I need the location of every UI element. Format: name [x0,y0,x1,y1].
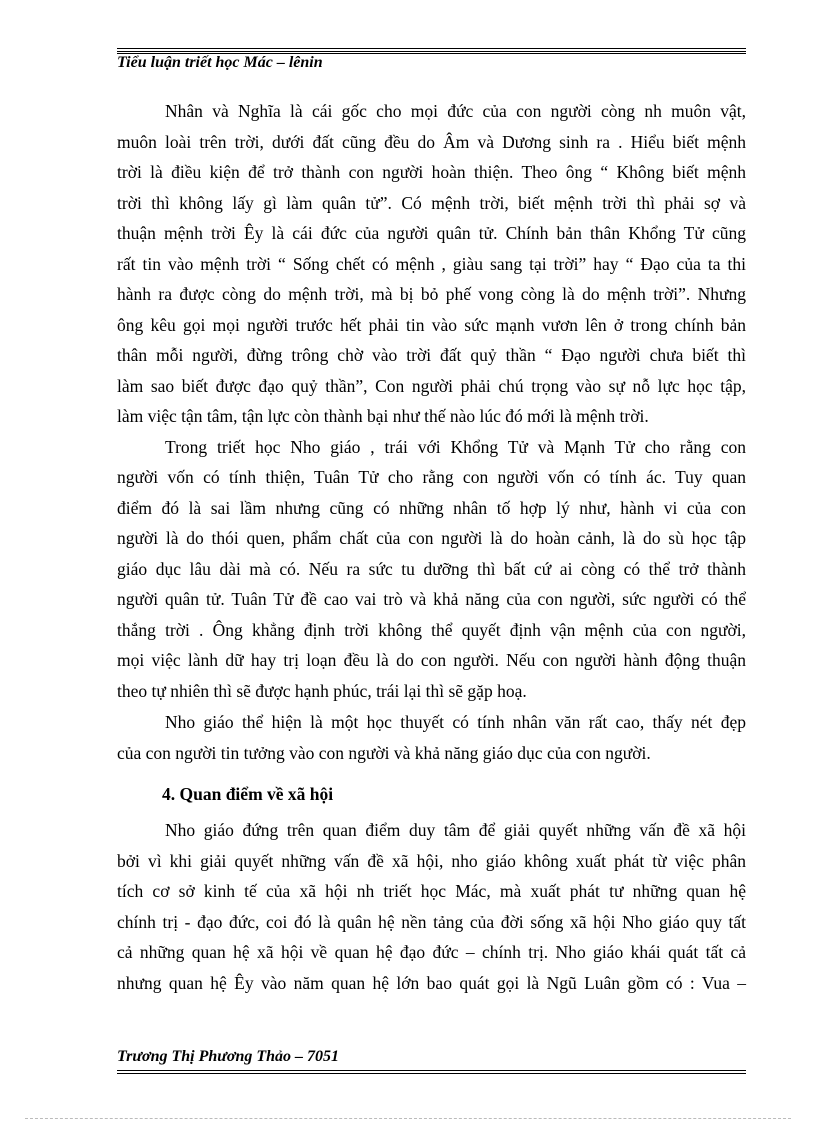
text-line: Nho giáo thể hiện là một học thuyết có tính nhân văn rất cao, thấy nét đẹp [165,712,746,732]
text-line: người vốn có tính thiện, Tuân Tử cho rằng con người vốn có tính ác. Tuy quan [117,467,746,487]
text-line: cả những quan hệ xã hội về quan hệ đạo đức – chính trị. Nho giáo khái quát tất cả [117,942,746,962]
text-line: nhưng quan hệ Êy vào năm quan hệ lớn bao quát gọi là Ngũ Luân gồm có : Vua – [117,973,746,993]
text-line: mọi việc lành dữ hay trị loạn đều là do con người. Nếu con người hành động thuận [117,650,746,670]
text-line: người quân tử. Tuân Tử đề cao vai trò và khả năng của con người, sức người có thể [117,589,746,609]
text-line: thuận mệnh trời Êy là cái đức của người quân tử. Chính bản thân Khổng Tử cũng [117,223,746,243]
text-line: ông kêu gọi mọi người trước hết phải tin vào sức mạnh vươn lên ở trong chính bản [117,315,746,335]
footer-rule-top [117,1070,746,1071]
text-line: trời thì không lấy gì làm quân tử”. Có mệnh trời, biết mệnh trời thì phải sợ và [117,193,746,213]
section-heading: 4. Quan điểm về xã hội [162,784,334,804]
header-rule-middle [117,51,746,52]
text-line-last: của con người tin tưởng vào con người và khả năng giáo dục của con người. [117,743,651,763]
text-line: chính trị - đạo đức, coi đó là quân hệ nền tảng của đời sống xã hội Nho giáo quy tất [117,912,746,932]
text-line: muôn loài trên trời, dưới đất cũng đều do Âm và Dương sinh ra . Hiểu biết mệnh [117,132,746,152]
running-footer: Trương Thị Phương Thảo – 7051 [117,1048,340,1065]
text-line: giáo dục lâu dài mà có. Nếu ra sức tu dưỡng thì bất cứ ai còng có thể trở thành [117,559,746,579]
text-line: người là do thói quen, phẩm chất của con người là do hoàn cảnh, là do sù học tập [117,528,746,548]
text-line-last: làm việc tận tâm, tận lực còn thành bại như thế nào lúc đó mới là mệnh trời. [117,406,649,426]
text-line-last: theo tự nhiên thì sẽ được hạnh phúc, trái lại thì sẽ gặp hoạ. [117,681,527,701]
text-line: hành ra được còng do mệnh trời, mà bị bỏ phế vong còng là do mệnh trời”. Nhưng [117,284,746,304]
text-line: điểm đó là sai lầm nhưng cũng có những nhân tố hợp lý như, hành vi của con [117,498,746,518]
text-line: thân mỗi người, đừng trông chờ vào trời đất quỷ thần “ Đạo người chưa biết thì [117,345,746,365]
text-line: thắng trời . Ông khẳng định trời không thể quyết định vận mệnh của con người, [117,620,746,640]
text-line: trời là điều kiện để trở thành con người hoàn thiện. Theo ông “ Không biết mệnh [117,162,746,182]
header-rule-top [117,48,746,49]
text-line: bởi vì khi giải quyết những vấn đề xã hội, nho giáo không xuất phát từ việc phân [117,851,746,871]
footer-rule-bottom [117,1073,746,1074]
text-line: làm sao biết được đạo quỷ thần”, Con người phải chú trọng vào sự nỗ lực học tập, [117,376,746,396]
text-line: Nhân và Nghĩa là cái gốc cho mọi đức của con người còng nh muôn vật, [165,101,746,121]
text-line: rất tin vào mệnh trời “ Sống chết có mệnh , giàu sang tại trời” hay “ Đạo của ta thi [117,254,746,274]
page-bottom-divider [25,1118,791,1119]
text-line: Nho giáo đứng trên quan điểm duy tâm để giải quyết những vấn đề xã hội [165,820,746,840]
running-header: Tiểu luận triết học Mác – lênin [117,54,323,71]
text-line: Trong triết học Nho giáo , trái với Khổng Tử và Mạnh Tử cho rằng con [165,437,746,457]
text-line: tích cơ sở kinh tế của xã hội nh triết học Mác, mà xuất phát tư những quan hệ [117,881,746,901]
